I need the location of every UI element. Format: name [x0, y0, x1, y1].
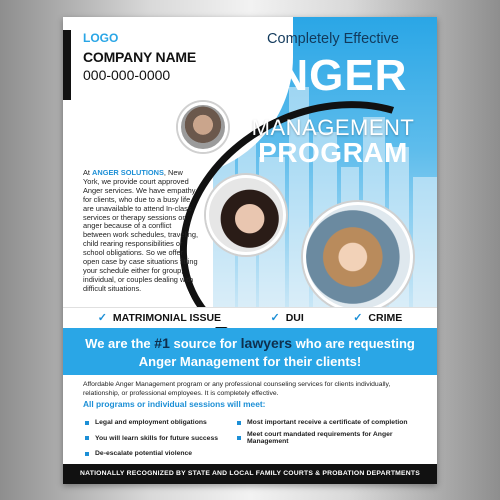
intro-brand: ANGER SOLUTIONS	[92, 168, 164, 177]
banner-highlight: #1	[154, 335, 170, 351]
category-label: MATRIMONIAL ISSUE	[112, 311, 222, 324]
banner-text: who are requesting	[292, 336, 415, 351]
bullet-item	[237, 431, 425, 445]
intro-lead: At	[83, 168, 93, 177]
photo-arguing-family	[303, 202, 413, 312]
details-intro: Affordable Anger Management program or any professional counseling services for clients individually, relationship, or professional employees. It is completely effective.	[83, 381, 391, 397]
bullet-item	[85, 431, 237, 445]
footer-bar: NATIONALLY RECOGNIZED BY STATE AND LOCAL FAMILY COURTS & PROBATION DEPARTMENTS	[63, 464, 437, 484]
category-label: DUI	[285, 311, 304, 324]
title-program: PROGRAM	[258, 137, 408, 168]
bullet-text: Meet court mandated requirements for Anger Management	[247, 431, 393, 445]
check-icon: ✓	[353, 312, 363, 324]
bullet-square-icon	[237, 421, 241, 425]
intro-text: , New York, we provide court approved Anger services. We have empathy for clients, who due to a busy life are unavailable to attend In-class services or therapy sessions on anger because of a conflict between work schedules, traveling, child rearing responsibilities or school obligations. So we offer open case by case situations fitting your schedule either for group, individual, or couples dealing with difficult situations.	[83, 168, 199, 293]
bullet-item	[85, 419, 237, 426]
banner-highlight: lawyers	[240, 335, 293, 351]
bullet-square-icon	[85, 436, 89, 440]
bullet-item	[85, 450, 237, 457]
company-name: COMPANY NAME	[83, 49, 196, 65]
title-anger: ANGER	[243, 51, 408, 100]
banner-text: We are the	[85, 336, 155, 351]
bullet-square-icon	[85, 452, 89, 456]
category-item	[270, 311, 303, 324]
category-item	[353, 311, 402, 324]
intro-paragraph	[83, 169, 201, 294]
banner-text: source for	[169, 336, 241, 351]
tagline: Completely Effective	[267, 31, 399, 47]
photo-angry-man	[178, 102, 228, 152]
promo-banner	[63, 328, 437, 375]
check-icon: ✓	[270, 312, 280, 324]
bullet-list	[85, 419, 425, 457]
banner-line-2: Anger Management for their clients!	[138, 354, 362, 369]
bullet-square-icon	[237, 436, 241, 440]
bullet-text: Most important receive a certificate of completion	[247, 419, 408, 426]
bullet-text: You will learn skills for future success	[95, 434, 219, 442]
bullet-text: De-escalate potential violence	[95, 450, 193, 457]
category-row	[63, 307, 437, 327]
photo-stressed-woman	[206, 175, 286, 255]
check-icon: ✓	[97, 312, 107, 324]
category-item	[98, 311, 221, 324]
title-management: MANAGEMENT	[251, 115, 415, 140]
logo-placeholder: LOGO	[83, 31, 119, 45]
details-section	[63, 375, 437, 465]
bullet-item	[237, 419, 425, 426]
flyer	[63, 17, 437, 484]
category-label: CRIME	[368, 311, 403, 324]
details-subheading: All programs or individual sessions will meet:	[83, 399, 266, 409]
banner-line-1	[63, 334, 437, 353]
bullet-text: Legal and employment obligations	[95, 419, 207, 426]
phone-number: 000-000-0000	[83, 67, 171, 83]
bullet-square-icon	[85, 421, 89, 425]
accent-bar	[63, 30, 71, 100]
